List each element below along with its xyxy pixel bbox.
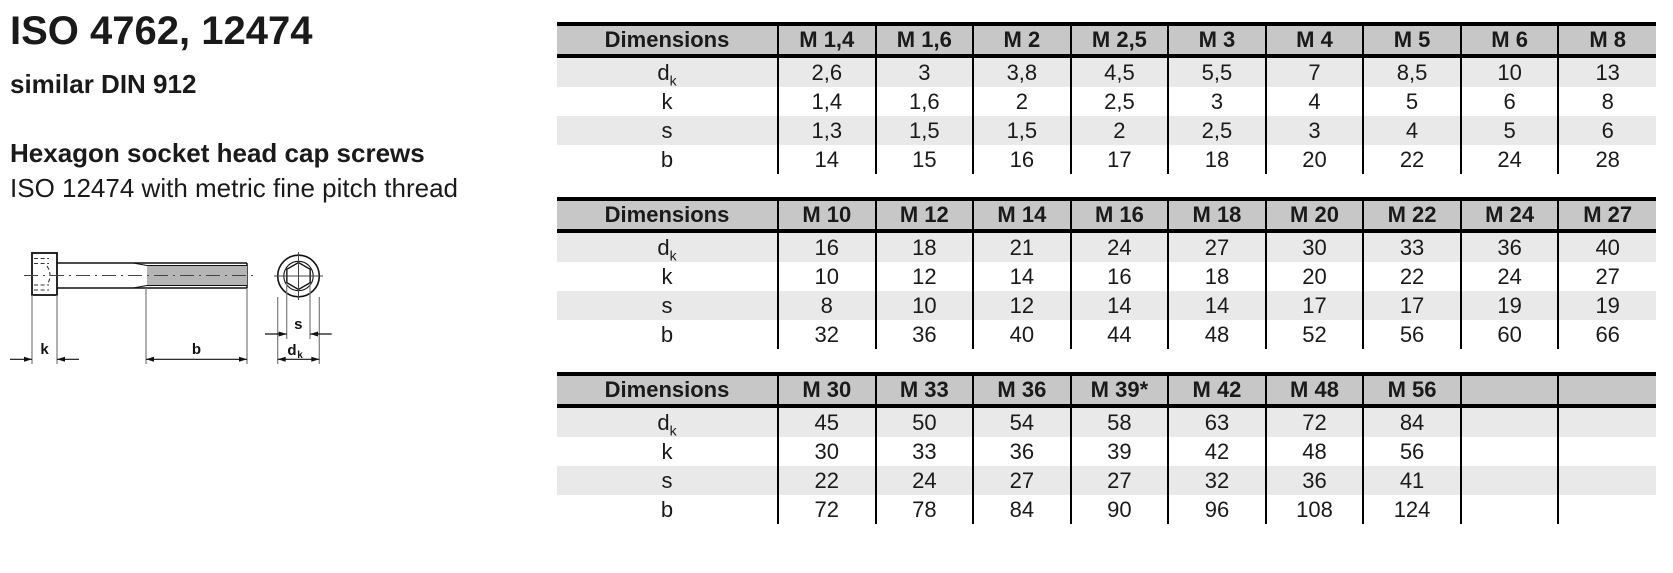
size-header-cell: M 16 bbox=[1071, 199, 1169, 231]
value-cell: 3 bbox=[1168, 87, 1266, 116]
table-row bbox=[557, 87, 1656, 116]
dimension-dk-label: d bbox=[287, 342, 297, 359]
value-cell: 10 bbox=[1461, 56, 1559, 87]
table-row bbox=[557, 466, 1656, 495]
value-cell bbox=[1558, 406, 1656, 437]
value-cell: 33 bbox=[876, 437, 974, 466]
value-cell: 48 bbox=[1168, 320, 1266, 349]
value-cell: 36 bbox=[1461, 231, 1559, 262]
page-subtitle: similar DIN 912 bbox=[10, 69, 197, 99]
value-cell: 12 bbox=[973, 291, 1071, 320]
value-cell: 22 bbox=[1363, 145, 1461, 174]
value-cell bbox=[1558, 466, 1656, 495]
value-cell: 32 bbox=[1168, 466, 1266, 495]
value-cell: 2 bbox=[1071, 116, 1169, 145]
value-cell: 8 bbox=[778, 291, 876, 320]
value-cell bbox=[1461, 437, 1559, 466]
value-cell: 6 bbox=[1558, 116, 1656, 145]
size-header-cell: M 6 bbox=[1461, 24, 1559, 56]
value-cell: 42 bbox=[1168, 437, 1266, 466]
value-cell: 16 bbox=[973, 145, 1071, 174]
row-label: s bbox=[557, 291, 778, 320]
value-cell: 14 bbox=[973, 262, 1071, 291]
value-cell: 16 bbox=[778, 231, 876, 262]
value-cell: 27 bbox=[1558, 262, 1656, 291]
value-cell: 2,6 bbox=[778, 56, 876, 87]
screw-head-outline bbox=[32, 253, 57, 295]
value-cell: 4 bbox=[1266, 87, 1364, 116]
value-cell: 33 bbox=[1363, 231, 1461, 262]
header-row bbox=[557, 374, 1656, 406]
value-cell: 36 bbox=[1266, 466, 1364, 495]
value-cell: 52 bbox=[1266, 320, 1364, 349]
size-header-cell: M 24 bbox=[1461, 199, 1559, 231]
table-row bbox=[557, 262, 1656, 291]
value-cell: 39 bbox=[1071, 437, 1169, 466]
value-cell: 30 bbox=[778, 437, 876, 466]
table-row bbox=[557, 56, 1656, 87]
value-cell: 22 bbox=[778, 466, 876, 495]
row-label: k bbox=[661, 263, 673, 289]
end-view-centerlines bbox=[274, 252, 323, 300]
value-cell: 28 bbox=[1558, 145, 1656, 174]
size-header-cell: M 2 bbox=[973, 24, 1071, 56]
value-cell: 7 bbox=[1266, 56, 1364, 87]
value-cell: 44 bbox=[1071, 320, 1169, 349]
screw-technical-drawing bbox=[0, 240, 345, 370]
size-header-cell bbox=[1558, 374, 1656, 406]
value-cell: 40 bbox=[1558, 231, 1656, 262]
row-label: k bbox=[661, 438, 673, 464]
table-row bbox=[557, 495, 1656, 524]
value-cell: 4,5 bbox=[1071, 56, 1169, 87]
dimensions-table-3 bbox=[557, 372, 1656, 524]
value-cell: 27 bbox=[973, 466, 1071, 495]
value-cell: 60 bbox=[1461, 320, 1559, 349]
extension-lines bbox=[32, 283, 319, 364]
product-name: Hexagon socket head cap screws bbox=[10, 138, 425, 168]
table-row bbox=[557, 320, 1656, 349]
value-cell: 45 bbox=[778, 406, 876, 437]
value-cell: 19 bbox=[1558, 291, 1656, 320]
value-cell: 54 bbox=[973, 406, 1071, 437]
value-cell: 21 bbox=[973, 231, 1071, 262]
value-cell: 2 bbox=[973, 87, 1071, 116]
dimension-k-label: k bbox=[40, 341, 49, 358]
value-cell: 36 bbox=[973, 437, 1071, 466]
value-cell: 30 bbox=[1266, 231, 1364, 262]
value-cell: 1,3 bbox=[778, 116, 876, 145]
value-cell: 3 bbox=[876, 56, 974, 87]
value-cell: 84 bbox=[973, 495, 1071, 524]
size-header-cell: M 30 bbox=[778, 374, 876, 406]
value-cell: 32 bbox=[778, 320, 876, 349]
value-cell: 16 bbox=[1071, 262, 1169, 291]
value-cell bbox=[1461, 406, 1559, 437]
size-header-cell: M 4 bbox=[1266, 24, 1364, 56]
table-row bbox=[557, 145, 1656, 174]
value-cell: 5,5 bbox=[1168, 56, 1266, 87]
header-row bbox=[557, 199, 1656, 231]
size-header-cell: M 14 bbox=[973, 199, 1071, 231]
value-cell: 63 bbox=[1168, 406, 1266, 437]
dimension-dk-label-sub: k bbox=[297, 350, 303, 361]
value-cell: 72 bbox=[778, 495, 876, 524]
value-cell: 78 bbox=[876, 495, 974, 524]
value-cell: 8 bbox=[1558, 87, 1656, 116]
value-cell: 3 bbox=[1266, 116, 1364, 145]
row-label: s bbox=[557, 116, 778, 145]
value-cell: 14 bbox=[778, 145, 876, 174]
dimensions-header-cell: Dimensions bbox=[557, 199, 778, 231]
row-label: $d_k$ bbox=[557, 231, 778, 262]
value-cell: 24 bbox=[1071, 231, 1169, 262]
value-cell: 24 bbox=[876, 466, 974, 495]
left-panel bbox=[10, 10, 520, 204]
size-header-cell: M 33 bbox=[876, 374, 974, 406]
size-header-cell: M 12 bbox=[876, 199, 974, 231]
value-cell: 20 bbox=[1266, 262, 1364, 291]
value-cell: 6 bbox=[1461, 87, 1559, 116]
dimensions-table-1 bbox=[557, 22, 1656, 174]
dimension-b-label: b bbox=[191, 341, 202, 358]
value-cell: 96 bbox=[1168, 495, 1266, 524]
value-cell: 18 bbox=[876, 231, 974, 262]
row-label: s bbox=[557, 466, 778, 495]
size-header-cell: M 1,4 bbox=[778, 24, 876, 56]
value-cell bbox=[1461, 495, 1559, 524]
value-cell: 10 bbox=[778, 262, 876, 291]
table-row bbox=[557, 437, 1656, 466]
row-label: b bbox=[660, 146, 674, 172]
dimension-s-label: s bbox=[294, 316, 303, 333]
value-cell: 14 bbox=[1168, 291, 1266, 320]
value-cell: 58 bbox=[1071, 406, 1169, 437]
value-cell: 72 bbox=[1266, 406, 1364, 437]
value-cell: 20 bbox=[1266, 145, 1364, 174]
page-title: ISO 4762, 12474 bbox=[10, 9, 313, 53]
size-header-cell: M 5 bbox=[1363, 24, 1461, 56]
value-cell: 3,8 bbox=[973, 56, 1071, 87]
value-cell: 27 bbox=[1168, 231, 1266, 262]
value-cell: 41 bbox=[1363, 466, 1461, 495]
value-cell: 5 bbox=[1363, 87, 1461, 116]
value-cell: 50 bbox=[876, 406, 974, 437]
value-cell: 8,5 bbox=[1363, 56, 1461, 87]
value-cell: 14 bbox=[1071, 291, 1169, 320]
value-cell bbox=[1558, 437, 1656, 466]
value-cell: 2,5 bbox=[1168, 116, 1266, 145]
value-cell: 24 bbox=[1461, 262, 1559, 291]
value-cell: 1,4 bbox=[778, 87, 876, 116]
dimensions-header-cell: Dimensions bbox=[557, 24, 778, 56]
value-cell: 24 bbox=[1461, 145, 1559, 174]
tables bbox=[557, 22, 1656, 547]
value-cell: 40 bbox=[973, 320, 1071, 349]
value-cell: 12 bbox=[876, 262, 974, 291]
value-cell: 1,6 bbox=[876, 87, 974, 116]
size-header-cell: M 22 bbox=[1363, 199, 1461, 231]
value-cell: 27 bbox=[1071, 466, 1169, 495]
value-cell: 22 bbox=[1363, 262, 1461, 291]
table-row bbox=[557, 231, 1656, 262]
value-cell: 18 bbox=[1168, 262, 1266, 291]
value-cell: 108 bbox=[1266, 495, 1364, 524]
value-cell bbox=[1461, 466, 1559, 495]
dimensions-table-2 bbox=[557, 197, 1656, 349]
size-header-cell: M 1,6 bbox=[876, 24, 974, 56]
value-cell: 17 bbox=[1071, 145, 1169, 174]
row-label: b bbox=[660, 321, 674, 347]
size-header-cell: M 36 bbox=[973, 374, 1071, 406]
size-header-cell: M 18 bbox=[1168, 199, 1266, 231]
value-cell: 1,5 bbox=[973, 116, 1071, 145]
dimensions-header-cell: Dimensions bbox=[557, 374, 778, 406]
value-cell: 2,5 bbox=[1071, 87, 1169, 116]
row-label: b bbox=[660, 496, 674, 522]
value-cell: 18 bbox=[1168, 145, 1266, 174]
row-label: $d_k$ bbox=[557, 56, 778, 87]
value-cell: 13 bbox=[1558, 56, 1656, 87]
table-row bbox=[557, 291, 1656, 320]
size-header-cell: M 3 bbox=[1168, 24, 1266, 56]
table-row bbox=[557, 406, 1656, 437]
value-cell: 10 bbox=[876, 291, 974, 320]
header-row bbox=[557, 24, 1656, 56]
size-header-cell: M 27 bbox=[1558, 199, 1656, 231]
size-header-cell bbox=[1461, 374, 1559, 406]
value-cell: 56 bbox=[1363, 437, 1461, 466]
size-header-cell: M 2,5 bbox=[1071, 24, 1169, 56]
value-cell: 66 bbox=[1558, 320, 1656, 349]
size-header-cell: M 20 bbox=[1266, 199, 1364, 231]
size-header-cell: M 39* bbox=[1071, 374, 1169, 406]
size-header-cell: M 42 bbox=[1168, 374, 1266, 406]
value-cell: 4 bbox=[1363, 116, 1461, 145]
value-cell: 17 bbox=[1266, 291, 1364, 320]
value-cell: 1,5 bbox=[876, 116, 974, 145]
size-header-cell: M 56 bbox=[1363, 374, 1461, 406]
size-header-cell: M 8 bbox=[1558, 24, 1656, 56]
size-header-cell: M 10 bbox=[778, 199, 876, 231]
value-cell: 56 bbox=[1363, 320, 1461, 349]
value-cell: 17 bbox=[1363, 291, 1461, 320]
value-cell: 36 bbox=[876, 320, 974, 349]
row-label: $d_k$ bbox=[557, 406, 778, 437]
table-row bbox=[557, 116, 1656, 145]
value-cell: 48 bbox=[1266, 437, 1364, 466]
product-description: ISO 12474 with metric fine pitch thread bbox=[10, 173, 459, 203]
value-cell: 124 bbox=[1363, 495, 1461, 524]
size-header-cell: M 48 bbox=[1266, 374, 1364, 406]
value-cell: 19 bbox=[1461, 291, 1559, 320]
value-cell: 90 bbox=[1071, 495, 1169, 524]
value-cell: 5 bbox=[1461, 116, 1559, 145]
value-cell: 15 bbox=[876, 145, 974, 174]
value-cell bbox=[1558, 495, 1656, 524]
row-label: k bbox=[661, 88, 673, 114]
value-cell: 84 bbox=[1363, 406, 1461, 437]
